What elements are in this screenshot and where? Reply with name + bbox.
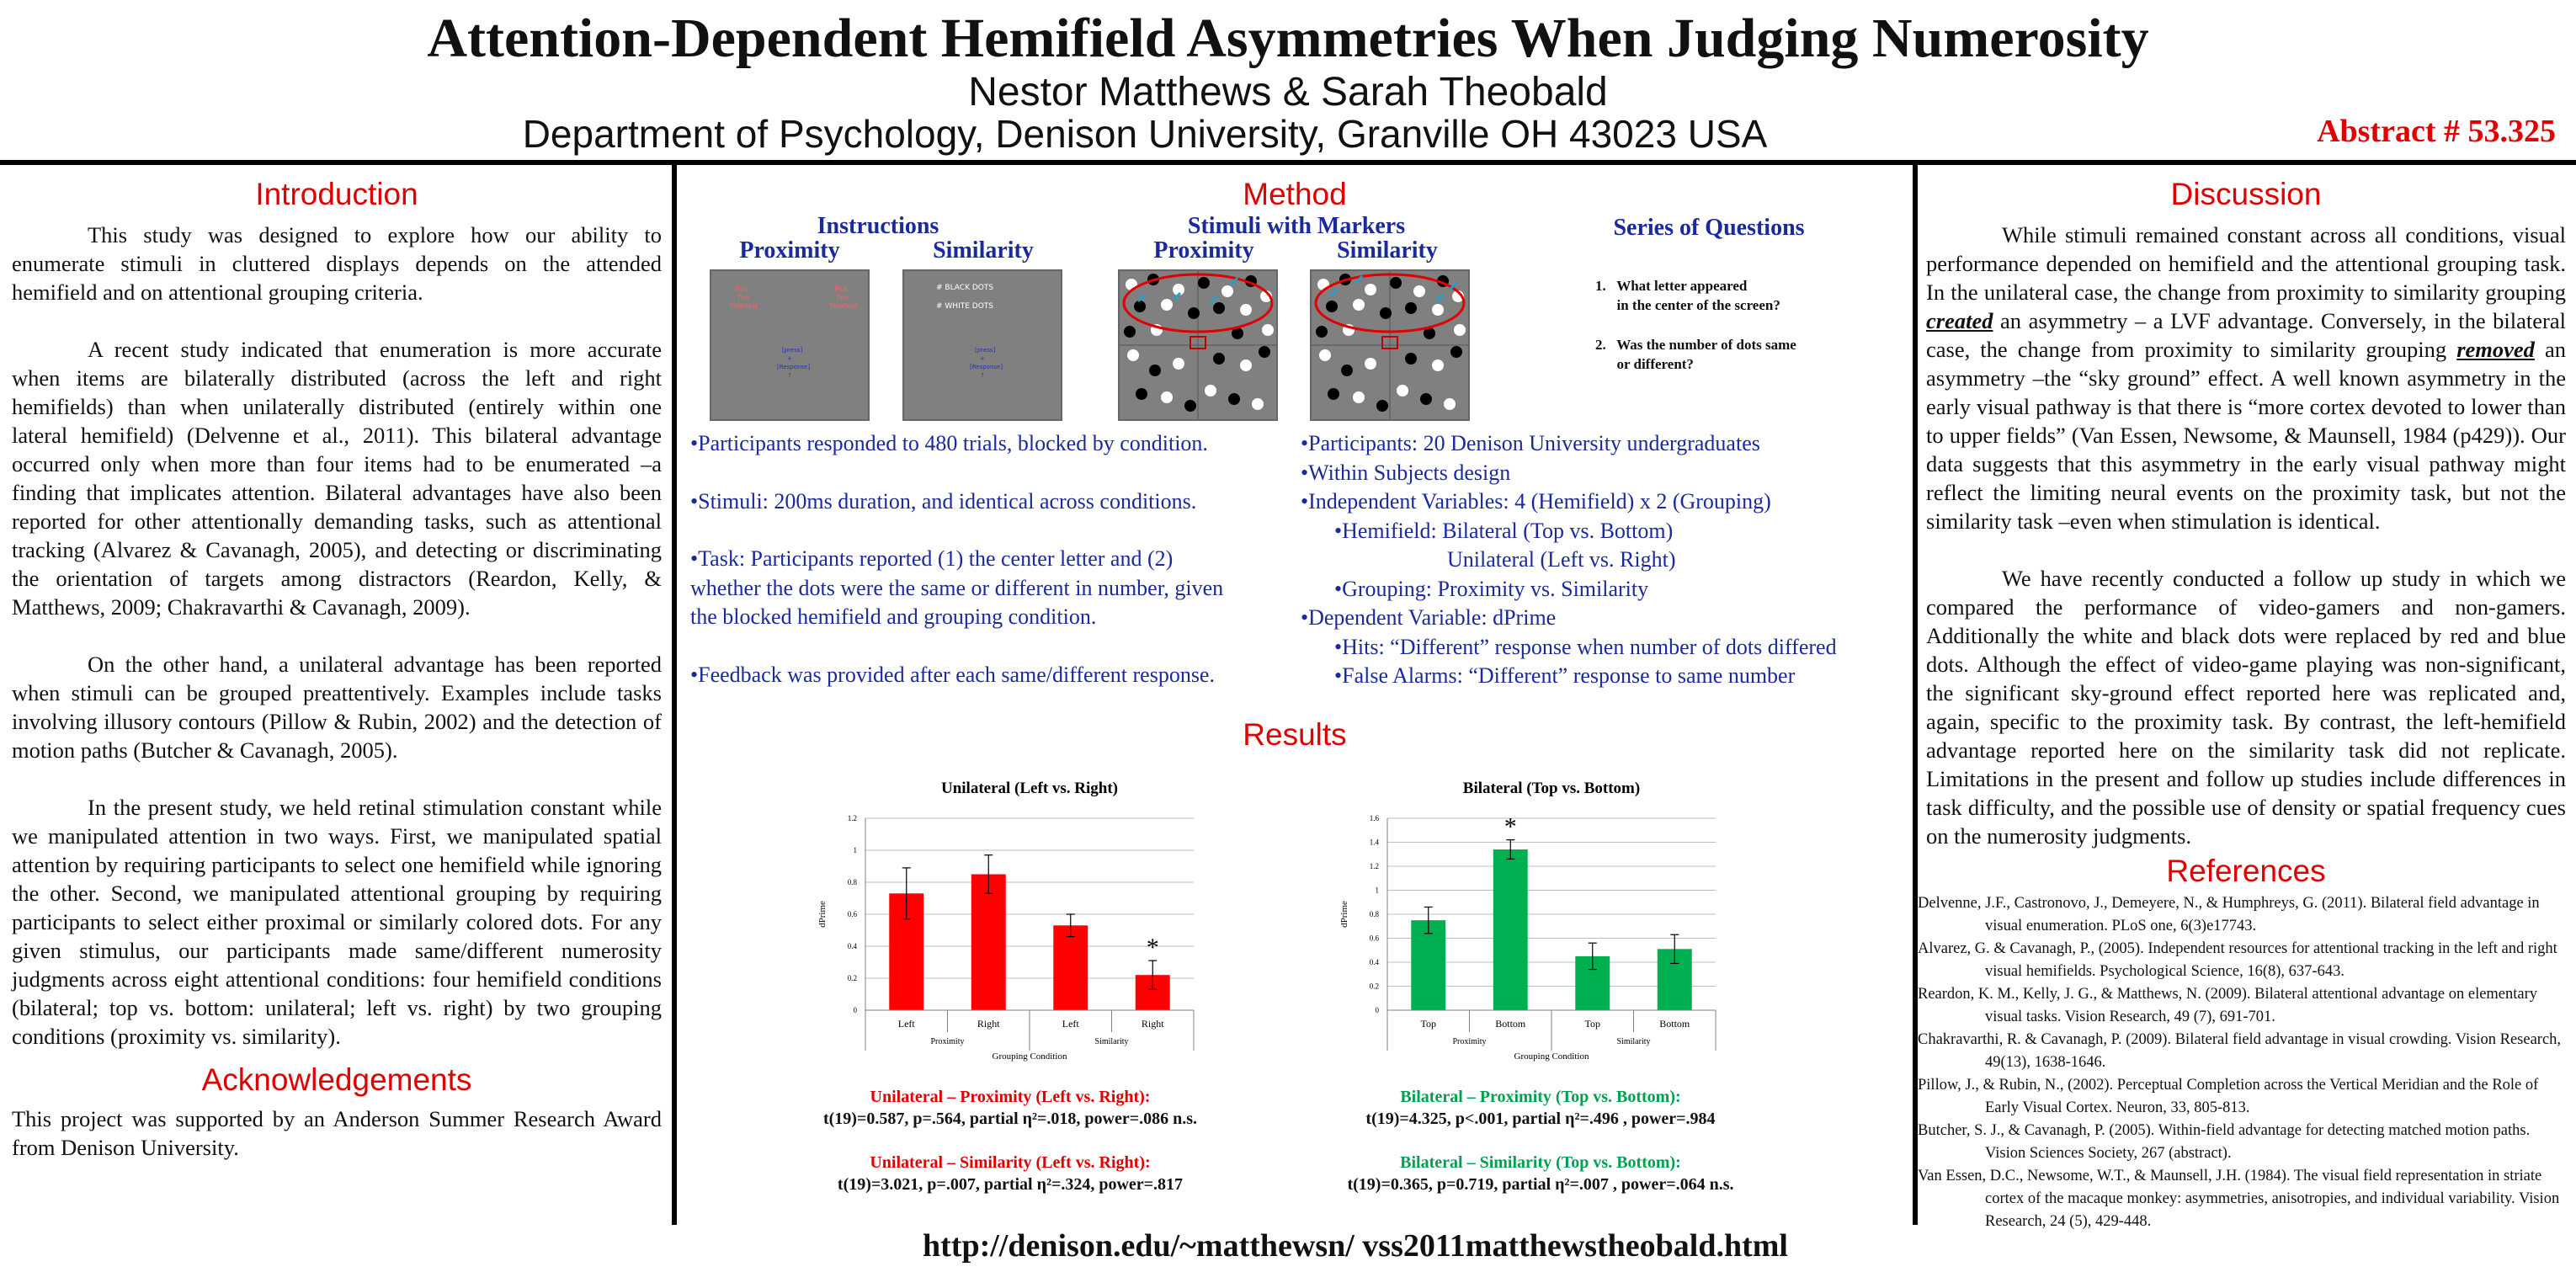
stimulus-screen-proximity (1118, 269, 1278, 421)
stat-unilateral-proximity-line: t(19)=0.587, p=.564, partial η²=.018, power=.086 n.s. (822, 1110, 1198, 1128)
method-bullet: Unilateral (Left vs. Right) (1447, 547, 1676, 572)
instruction-screen-proximity (710, 269, 870, 421)
stimulus-dot (1405, 302, 1417, 314)
stimulus-proximity-dots (1120, 271, 1276, 419)
x-tick-label: Right (1141, 1018, 1164, 1030)
y-tick-label: 1 (1375, 886, 1379, 895)
reference-item: Chakravarthi, R. & Cavanagh, P. (2009). Bilateral field advantage in visual crowding. Vision Research, 49(13), 1638-1646. (1918, 1031, 2562, 1071)
questions-label: Series of Questions (1613, 215, 1805, 241)
x-tick-label: Bottom (1659, 1018, 1690, 1030)
y-tick-label: 0 (1375, 1006, 1379, 1014)
intro-paragraph: In the present study, we held retinal stimulation constant while we manipulated attention in two ways. First, we manipulated spatial attention by requiring participants to select one hemifield while ignoring the other. Second, we manipulated attentional grouping by requiring participants to select either proximal or similarly colored dots. For any given stimulus, our participants made same/different numerosity judgments across eight attentional conditions: four hemifield conditions (bilateral; top vs. bottom: unilateral; left vs. right) by two grouping conditions (proximity vs. similarity). (12, 795, 662, 1049)
stimulus-dot (1432, 359, 1444, 371)
instr-sim-text: # WHITE DOTS (936, 302, 993, 311)
stimulus-dot (1198, 277, 1210, 289)
instr-center: + (980, 355, 985, 362)
stimulus-dot (1376, 400, 1388, 412)
stat-bilateral-proximity-heading: Bilateral – Proximity (Top vs. Bottom): (1400, 1088, 1681, 1106)
emphasis-removed: removed (2456, 337, 2535, 362)
reference-item: Butcher, S. J., & Cavanagh, P. (2005). Within-field advantage for detecting matched motion paths. Vision Sciences Society, 267 (abstract). (1918, 1122, 2531, 1162)
stimulus-dot (1454, 324, 1466, 336)
instr-center: [press] (782, 347, 803, 354)
y-tick-label: 0.2 (1369, 982, 1379, 991)
method-bullet: •Within Subjects design (1301, 460, 1511, 485)
introduction-body (12, 221, 662, 1051)
poster-authors: Nestor Matthews & Sarah Theobald (968, 70, 1608, 114)
intro-paragraph: A recent study indicated that enumeration is more accurate when items are bilaterally distributed (across the left and right hemifields) than when unilaterally distributed (entirely within one lateral hemifield) (Delvenne et al., 2011). This bilateral advantage occurred only when more than four items had to be enumerated –a finding that implicates attention. Bilateral advantages have also been reported for other attentionally demanding tasks, such as attentional tracking (Alvarez & Cavanagh, 2005), and detecting or discriminating the orientation of targets among distractors (Reardon, Kelly, & Matthews, 2009; Chakravarthi & Cavanagh, 2009). (12, 337, 662, 620)
method-bullet: •Task: Participants reported (1) the center letter and (2) (690, 546, 1174, 571)
references-heading: References (2166, 854, 2326, 888)
x-tick-label: Right (977, 1018, 1000, 1030)
dot-marker (1436, 295, 1443, 301)
instructions-similarity-label: Similarity (933, 237, 1034, 263)
instructions-label: Instructions (817, 213, 939, 239)
y-tick-label: 1 (853, 846, 857, 854)
discussion-paragraph: We have recently conducted a follow up study in which we compared the performance of video-gamers and non-gamers. Additionally the white and black dots were replaced by red and blue dots. Although the effect of video-game playing was non-significant, the significant sky-ground effect reported here was replicated and, again, specific to the proximity task. By contrast, the left-hemifield advantage reported here on the similarity task did not replicate. Limitations in the present and follow up studies include differences in task difficulty, and the possible use of density or spatial frequency cues on the numerosity judgments. (1926, 566, 2566, 849)
stimulus-dot (1213, 302, 1225, 314)
instr-word: Pick (735, 285, 748, 293)
stimulus-dot (1365, 358, 1376, 370)
stimulus-dot (1149, 365, 1161, 376)
instruction-screen-similarity (902, 269, 1062, 421)
left-column-divider (672, 160, 677, 1225)
stimulus-dot (1444, 398, 1456, 410)
stimulus-dot (1228, 393, 1240, 405)
stimulus-dot (1328, 388, 1339, 400)
y-tick-label: 0.8 (847, 878, 857, 886)
unilateral-chart (808, 768, 1212, 1071)
stimulus-dot (1136, 388, 1147, 400)
y-tick-label: 0 (853, 1006, 857, 1014)
stimulus-dot (1221, 285, 1233, 297)
y-tick-label: 0.6 (847, 910, 857, 918)
stimulus-dot (1432, 304, 1444, 316)
stat-unilateral-proximity-heading: Unilateral – Proximity (Left vs. Right): (870, 1088, 1151, 1106)
stimulus-screen-similarity (1310, 269, 1470, 421)
stimulus-dot (1173, 358, 1184, 370)
poster-affiliation: Department of Psychology, Denison University, Granville OH 43023 USA (522, 112, 1768, 156)
y-tick-label: 1.2 (847, 814, 857, 822)
stimulus-dot (1240, 359, 1252, 371)
acknowledgements-heading: Acknowledgements (201, 1062, 472, 1097)
method-bullet: the blocked hemifield and grouping condition. (690, 604, 1097, 629)
stimulus-dot (1161, 299, 1173, 311)
y-axis-label: dPrime (1339, 901, 1349, 928)
reference-item: Reardon, K. M., Kelly, J. G., & Matthews, N. (2009). Bilateral attentional advantage on elementary visual tasks. Vision Research, 49 (7), 691-701. (1918, 986, 2538, 1025)
x-tick-label: Left (1062, 1018, 1079, 1030)
instr-center: ? (788, 372, 791, 379)
stimulus-dot (1184, 400, 1196, 412)
discussion-text: an asymmetry –the “sky ground” effect. A well known asymmetry in the early visual pathway is that there is “more cortex devoted to lower than to upper fields” (Van Essen, Newsome, & Maunsell, 1984 (p429)). Our data suggests that this asymmetry in the early visual pathway might reflect the limiting neural events on the proximity task, but not the similarity task –even when stimulation is identical. (1926, 337, 2566, 534)
stimulus-dot (1262, 324, 1274, 336)
method-bullet: •Feedback was provided after each same/different response. (690, 662, 1215, 687)
stimulus-dot (1405, 353, 1417, 365)
method-bullet: •Grouping: Proximity vs. Similarity (1334, 576, 1649, 601)
stimulus-dot (1353, 391, 1365, 403)
bar (1053, 925, 1088, 1010)
intro-paragraph: On the other hand, a unilateral advantage has been reported when stimuli can be grouped preattentively. Examples include tasks involving illusory contours (Pillow & Rubin, 2002) and the detection of motion paths (Butcher & Cavanagh, 2005). (12, 652, 662, 763)
stimulus-dot (1341, 365, 1353, 376)
group-label: Proximity (1452, 1037, 1487, 1046)
stimulus-dot (1316, 326, 1328, 338)
y-axis-label: dPrime (817, 901, 828, 928)
bar (1493, 849, 1528, 1010)
poster-title: Attention-Dependent Hemifield Asymmetries When Judging Numerosity (427, 8, 2149, 69)
stimuli-proximity-label: Proximity (1153, 237, 1254, 263)
instr-word: The (836, 294, 849, 301)
instructions-proximity-label: Proximity (739, 237, 840, 263)
reference-item: Alvarez, G. & Cavanagh, P., (2005). Independent resources for attentional tracking in the left and right visual hemifields. Psychological Science, 16(8), 637-643. (1918, 940, 2557, 980)
significance-marker: * (1146, 934, 1159, 962)
significance-marker: * (1504, 812, 1517, 841)
group-label: Similarity (1094, 1037, 1129, 1046)
instr-center: + (787, 355, 792, 362)
stimulus-dot (1326, 301, 1338, 312)
y-tick-label: 0.8 (1369, 910, 1379, 918)
results-heading: Results (1243, 717, 1347, 752)
chart-title: Unilateral (Left vs. Right) (940, 780, 1119, 797)
stimulus-dot (1390, 277, 1402, 289)
chart-title: Bilateral (Top vs. Bottom) (1462, 780, 1641, 797)
instr-word: Pick (834, 285, 848, 293)
abstract-number: Abstract # 53.325 (2317, 114, 2556, 149)
stimulus-dot (1124, 326, 1136, 338)
discussion-body (1926, 221, 2566, 850)
discussion-text: While stimuli remained constant across all conditions, visual performance depended on hemifield and the attentional grouping task. In the unilateral case, the change from proximity to similarity grouping (1926, 222, 2566, 305)
instruction-screen-similarity-graphic (904, 271, 1061, 419)
footer-url[interactable]: http://denison.edu/~matthewsn/ vss2011matthewstheobald.html (923, 1228, 1788, 1264)
discussion-section (1918, 177, 2566, 1233)
dot-marker (1330, 290, 1337, 296)
introduction-heading: Introduction (255, 177, 418, 211)
discussion-heading: Discussion (2170, 177, 2322, 211)
stimulus-similarity-dots (1312, 271, 1468, 419)
x-tick-label: Top (1584, 1018, 1600, 1030)
method-bullet: •Hemifield: Bilateral (Top vs. Bottom) (1334, 518, 1674, 543)
bar (971, 875, 1006, 1011)
method-bullet: •Stimuli: 200ms duration, and identical across conditions. (690, 488, 1197, 514)
instr-center: [Response] (777, 364, 811, 370)
stimulus-dot (1450, 346, 1462, 358)
y-tick-label: 1.2 (1369, 862, 1379, 870)
question-1: 1. What letter appeared in the center of the screen? (1595, 278, 1780, 313)
group-label: Proximity (930, 1037, 965, 1046)
stat-bilateral-similarity-heading: Bilateral – Similarity (Top vs. Bottom): (1400, 1153, 1681, 1172)
y-tick-label: 0.6 (1369, 934, 1379, 943)
stimuli-similarity-label: Similarity (1337, 237, 1438, 263)
stimuli-label: Stimuli with Markers (1187, 213, 1406, 239)
reference-item: Delvenne, J.F., Castronovo, J., Demeyere, N., & Humphreys, G. (2011). Bilateral field advantage in visual enumeration. PLoS one, 6(3)e17743. (1918, 895, 2540, 934)
dot-marker (1211, 296, 1217, 303)
stat-bilateral-similarity-line: t(19)=0.365, p=0.719, partial η²=.007 , power=.064 n.s. (1347, 1175, 1734, 1194)
discussion-text: an asymmetry – a LVF advantage. Conversely, in the bilateral case, the change from proximity to similarity grouping (1926, 308, 2566, 362)
y-tick-label: 1.4 (1369, 838, 1379, 847)
instr-center: ? (981, 372, 984, 379)
method-bullet: •False Alarms: “Different” response to same number (1334, 663, 1796, 688)
method-bullet: •Hits: “Different” response when number of dots differed (1334, 634, 1837, 659)
stimulus-dot (1380, 307, 1392, 319)
method-bullet: •Dependent Variable: dPrime (1301, 605, 1557, 630)
stimulus-dot (1319, 349, 1331, 361)
y-tick-label: 1.6 (1369, 814, 1379, 822)
stimulus-dot (1252, 398, 1264, 410)
references-list (1918, 892, 2566, 1233)
instr-sim-text: # BLACK DOTS (936, 284, 994, 292)
intro-paragraph: This study was designed to explore how our ability to enumerate stimuli in cluttered displays depends on the attended hemifield and on attentional grouping criteria. (12, 222, 662, 305)
instr-center: [Response] (970, 364, 1003, 370)
group-label: Similarity (1616, 1037, 1651, 1046)
x-tick-label: Left (897, 1018, 915, 1030)
stimulus-dot (1134, 301, 1146, 312)
x-axis-label: Grouping Condition (1514, 1051, 1589, 1062)
method-bullet: •Independent Variables: 4 (Hemifield) x 2 (Grouping) (1301, 489, 1771, 514)
dot-marker (1138, 295, 1145, 301)
stimulus-dot (1127, 349, 1139, 361)
introduction-section (12, 177, 662, 1162)
stimulus-dot (1397, 385, 1408, 397)
instr-word: The (737, 294, 749, 301)
stimulus-dot (1188, 307, 1200, 319)
stimulus-dot (1205, 385, 1216, 397)
stimulus-dot (1353, 299, 1365, 311)
x-axis-label: Grouping Condition (992, 1051, 1067, 1062)
header-divider (0, 160, 2576, 165)
instr-word: Shortest (829, 302, 858, 310)
stimulus-dot (1365, 284, 1376, 295)
acknowledgements-text: This project was supported by an Anderson Summer Research Award from Denison University. (12, 1106, 662, 1160)
stimulus-dot (1240, 304, 1252, 316)
stat-bilateral-proximity-line: t(19)=4.325, p<.001, partial η²=.496 , power=.984 (1365, 1110, 1716, 1128)
method-bullet: whether the dots were the same or different in number, given (690, 575, 1224, 600)
bilateral-chart (1330, 768, 1734, 1071)
discussion-paragraph (1926, 221, 2566, 535)
method-heading: Method (1243, 177, 1347, 211)
y-tick-label: 0.4 (1369, 958, 1379, 966)
instruction-screen-proximity-graphic (711, 271, 868, 419)
x-tick-label: Bottom (1495, 1018, 1526, 1030)
reference-item: Van Essen, D.C., Newsome, W.T., & Maunsell, J.H. (1984). The visual field representation in striate cortex of the macaque monkey: asymmetries, anisotropies, and individual variability. Vision Research, 24 (5), 429-448. (1918, 1168, 2560, 1230)
emphasis-created: created (1926, 308, 1993, 333)
method-bullet: •Participants: 20 Denison University undergraduates (1301, 431, 1760, 455)
stimulus-dot (1259, 346, 1270, 358)
method-bullet: •Participants responded to 480 trials, blocked by condition. (690, 431, 1208, 455)
x-tick-label: Top (1420, 1018, 1436, 1030)
method-right-bullets (1301, 429, 1907, 691)
stimulus-dot (1420, 393, 1432, 405)
stat-unilateral-similarity-line: t(19)=3.021, p=.007, partial η²=.324, power=.817 (837, 1175, 1184, 1194)
instr-word: Shortest (730, 302, 758, 310)
stat-unilateral-similarity-heading: Unilateral – Similarity (Left vs. Right): (870, 1153, 1151, 1172)
stimulus-dot (1161, 391, 1173, 403)
reference-item: Pillow, J., & Rubin, N., (2002). Perceptual Completion across the Vertical Meridian and the Role of Early Visual Cortex. Neuron, 33, 805-813. (1918, 1077, 2539, 1116)
method-left-bullets (690, 429, 1296, 689)
y-tick-label: 0.2 (847, 974, 857, 982)
stimulus-dot (1213, 353, 1225, 365)
stimulus-dot (1413, 285, 1425, 297)
y-tick-label: 0.4 (847, 942, 857, 950)
question-2: 2. Was the number of dots same or different? (1595, 337, 1796, 372)
instr-center: [press] (975, 347, 996, 354)
